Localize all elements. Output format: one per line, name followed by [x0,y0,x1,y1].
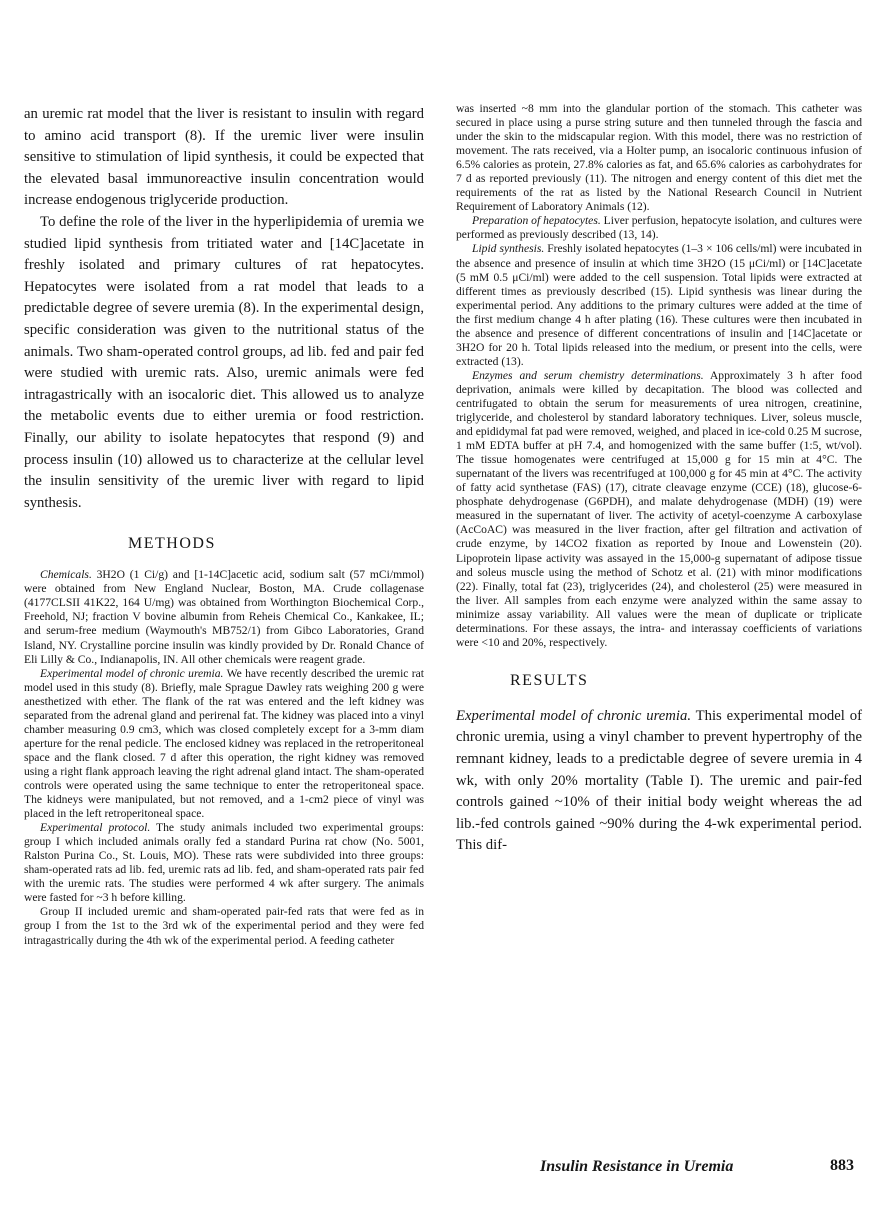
prep-text: Liver perfusion, hepatocyte isolation, and cultures were performed as previously described (13, 14). [456,214,863,242]
catheter-paragraph: was inserted ~8 mm into the glandular portion of the stomach. This catheter was secured in place using a purse string suture and then tunneled through the fascia and under the skin to the midscapular region. With this model, there was no restriction of movement. The rats received, via a Holter pump, an isocaloric continuous infusion of 6.5% calories as protein, 27.8% calories as fat, and 65.6% calories as carbohydrates for 7 d as reported previously (11). The nitrogen and energy content of this diet met the requirements of the rat as listed by the National Research Council in Nutrient Requirement of Laboratory Animals (12). [456,102,862,214]
lipid-lead: Lipid synthesis. [472,242,545,256]
prep-lead: Preparation of hepatocytes. [472,214,601,228]
introduction [24,104,424,514]
left-column [24,104,424,948]
enzymes-text: Approximately 3 h after food deprivation, animals were killed by decapitation. The blood was collected and centrifugated to obtain the serum for measurements of urea nitrogen, creatinine, triglyceride, and cholesterol by standard laboratory techniques. Liver, soleus muscle, and epididymal fat pad were removed, weighed, and placed in ice-cold 0.25 M sucrose, 1 mM EDTA buffer at pH 7.4, and homogenized with the same buffer (1:5, wt/vol). The tissue homogenates were centrifuged at 15,000 g for 15 min at 4°C. The supernatant of the livers was recentrifuged at 100,000 g for 45 min at 4°C. The activity of fatty acid synthetase (FAS) (17), citrate cleavage enzyme (CCE) (18), glucose-6-phosphate dehydrogenase (G6PDH), and malate dehydrogenase (MDH) (19) were measured in the supernatant of liver. The activity of acetyl-coenzyme A carboxylase (AcCoAC) was measured in the liver fraction, after gel filtration and activation of crude enzyme, by 14CO2 fixation as reported by Inoue and Lowenstein (20). Lipoprotein lipase activity was assayed in the 15,000-g supernatant of adipose tissue and soleus muscle using the method of Schotz et al. (21) with minor modifications (22). Finally, total fat (23), triglycerides (24), and cholesterol (25) were measured in the liver. All samples from each enzyme were analyzed within the same assay to minimize assay variability. All values were the mean of duplicate or triplicate determinations. For these assays, the intra- and interassay coefficients of variations were <10 and 20%, respectively. [456,368,862,649]
methods-continued [456,102,862,650]
protocol-lead: Experimental protocol. [40,821,151,835]
enzymes-lead: Enzymes and serum chemistry determinations. [472,368,704,382]
results-heading: RESULTS [510,671,589,689]
lipid-paragraph [456,242,862,368]
results-lead: Experimental model of chronic uremia. [456,707,692,724]
chemicals-paragraph [24,568,424,666]
protocol-paragraph [24,821,424,905]
lipid-text: Freshly isolated hepatocytes (1–3 × 106 cells/ml) were incubated in the absence and presence of insulin at which time 3H2O (15 μCi/ml) or [14C]acetate (5 mM 0.5 μCi/ml) were added to the cell suspension. Total lipids were extracted at different times as previously described (15). Lipid synthesis was linear during the experimental period. Any additions to the primary cultures were added at the time of the first medium change 4 h after plating (16). These cultures were then incubated in the absence and presence of different concentrations of insulin and [14C]acetate or 3H2O for 20 h. Total lipids released into the medium, or present into the cells, were extracted (13). [456,242,862,368]
enzymes-paragraph [456,369,862,650]
protocol-text: The study animals included two experimental groups: group I which included animals orally fed a standard Purina rat chow (No. 5001, Ralston Purina Co., St. Louis, MO). These rats were subdivided into three groups: sham-operated rats ad lib. fed, uremic rats ad lib. fed, and sham-operated rats pair fed with the uremic rats. The studies were performed 4 wk after surgery. The animals were fasted for ~3 h before killing. [24,821,424,905]
model-text: We have recently described the uremic rat model used in this study (8). Briefly, male Sprague Dawley rats weighing 200 g were anesthetized with ether. The flank of the rat was entered and the left kidney was separated from the adrenal gland and perirenal fat. The kidney was placed into a vinyl chamber measuring 0.9 cm3, which was closed completely except for a 3-mm diam aperture for the renal pedicle. The enclosed kidney was replaced in the retroperitoneal space and the flank closed. 7 d after this operation, the right kidney was removed using a right flank approach leaving the right adrenal gland intact. The sham-operated controls were operated using the same technique to enter the retroperitoneal space. The kidneys were manipulated, but not removed, and a 1-cm2 piece of vinyl was placed in the left retroperitoneal space. [24,666,425,821]
page-number: 883 [830,1157,854,1174]
running-title: Insulin Resistance in Uremia [540,1158,734,1175]
chemicals-text: 3H2O (1 Ci/g) and [1-14C]acetic acid, sodium salt (57 mCi/mmol) were obtained from New England Nuclear, Boston, MA. Crude collagenase (4177CLSII 41K22, 164 U/mg) was obtained from Worthington Biochemical Corp., Freehold, NJ; fraction V bovine albumin from Reheis Chemical Co., Kankakee, IL; and serum-free medium (Waymouth's MB752/1) from Gibco Laboratories, Grand Island, NY. Crystalline porcine insulin was kindly provided by Dr. Ronald Chance of Eli Lilly & Co., Indianapolis, IN. All other chemicals were reagent grade. [24,568,424,666]
group2-paragraph: Group II included uremic and sham-operated pair-fed rats that were fed as in group I from the 1st to the 3rd wk of the experimental period and they were fed intragastrically during the 4th wk of the experimental period. A feeding catheter [24,905,424,947]
chemicals-lead: Chemicals. [40,568,92,582]
results-section [456,706,862,857]
methods-section [24,568,424,947]
intro-paragraph-1: an uremic rat model that the liver is resistant to insulin with regard to amino acid transport (8). If the uremic liver were insulin sensitive to stimulation of lipid synthesis, it could be expected that the elevated basal immunoreactive insulin concentration would increase endogenous triglyceride production. [24,106,424,209]
methods-heading: METHODS [128,535,216,553]
results-paragraph [456,706,862,857]
model-paragraph [24,667,424,822]
prep-paragraph [456,214,862,242]
results-text: This experimental model of chronic uremia, using a vinyl chamber to prevent hypertrophy of the remnant kidney, leads to a predictable degree of severe uremia in 4 wk, with only 20% mortality (Table I). The uremic and pair-fed controls gained ~10% of their initial body weight whereas the ad lib.-fed controls gained ~90% during the 4-wk experimental period. This dif- [456,707,862,854]
model-lead: Experimental model of chronic uremia. [40,666,224,680]
intro-paragraph-2: To define the role of the liver in the hyperlipidemia of uremia we studied lipid synthesis from tritiated water and [14C]acetate in freshly isolated and primary cultures of rat hepatocytes. Hepatocytes were isolated from a rat model that leads to a predictable degree of severe uremia (8). In the experimental design, specific consideration was given to the nutritional status of the animals. Two sham-operated control groups, ad lib. fed and pair fed were studied with uremic rats. Also, uremic animals were fed intragastrically with an isocaloric diet. This allowed us to analyze the metabolic events due to either uremia or food restriction. Finally, our ability to isolate hepatocytes that respond (9) and process insulin (10) allowed us to characterize at the cellular level the insulin sensitivity of the uremic liver with regard to lipid synthesis. [24,213,424,511]
right-column [456,102,862,857]
